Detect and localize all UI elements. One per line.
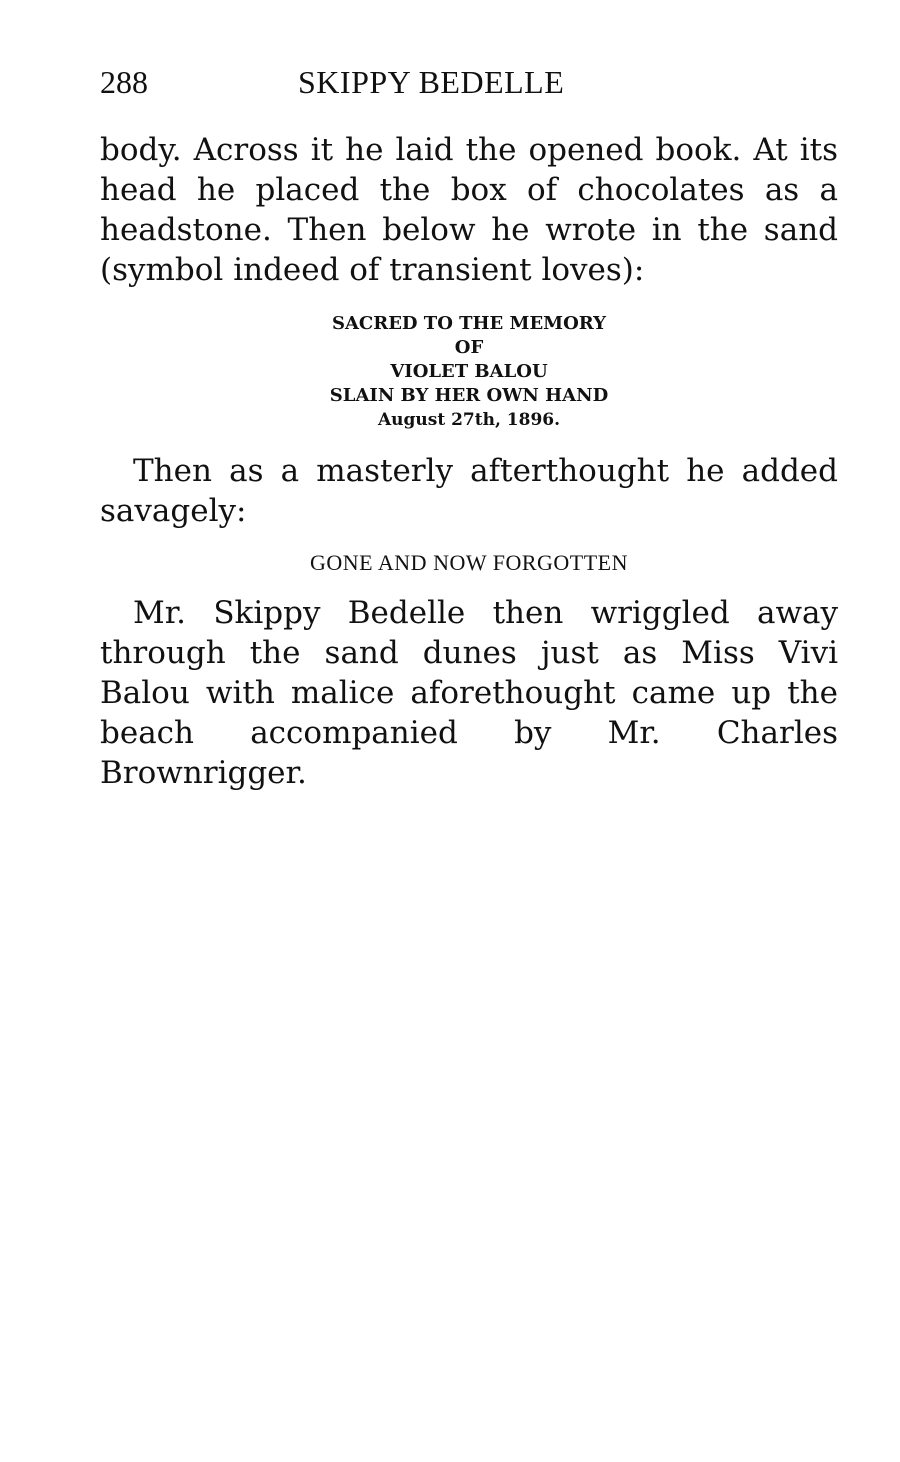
inscription-line-2: OF	[454, 337, 484, 358]
running-head: SKIPPY BEDELLE	[298, 64, 565, 100]
inscription-line-1: SACRED TO THE MEMORY	[331, 313, 607, 334]
page-header	[100, 62, 840, 102]
inscription-line-3: VIOLET BALOU	[390, 361, 548, 382]
paragraph-3: Mr. Skippy Bedelle then wriggled away through the sand dunes just as Miss Vivi Balou with malice aforethought came up the beach accompanied by Mr. Charles Brownrigger.	[100, 595, 838, 791]
inscription-line-4: SLAIN BY HER OWN HAND	[329, 385, 609, 406]
page-number: 288	[100, 64, 148, 100]
sand-inscription	[100, 312, 838, 432]
epitaph-line: GONE AND NOW FORGOTTEN	[310, 550, 628, 575]
inscription-date: August 27th, 1896.	[377, 410, 561, 430]
paragraph-2: Then as a masterly afterthought he added savagely:	[100, 453, 838, 529]
paragraph-1: body. Across it he laid the opened book. At its head he placed the box of chocolates as a headstone. Then below he wrote in the sand (symbol indeed of transient loves):	[100, 132, 838, 288]
